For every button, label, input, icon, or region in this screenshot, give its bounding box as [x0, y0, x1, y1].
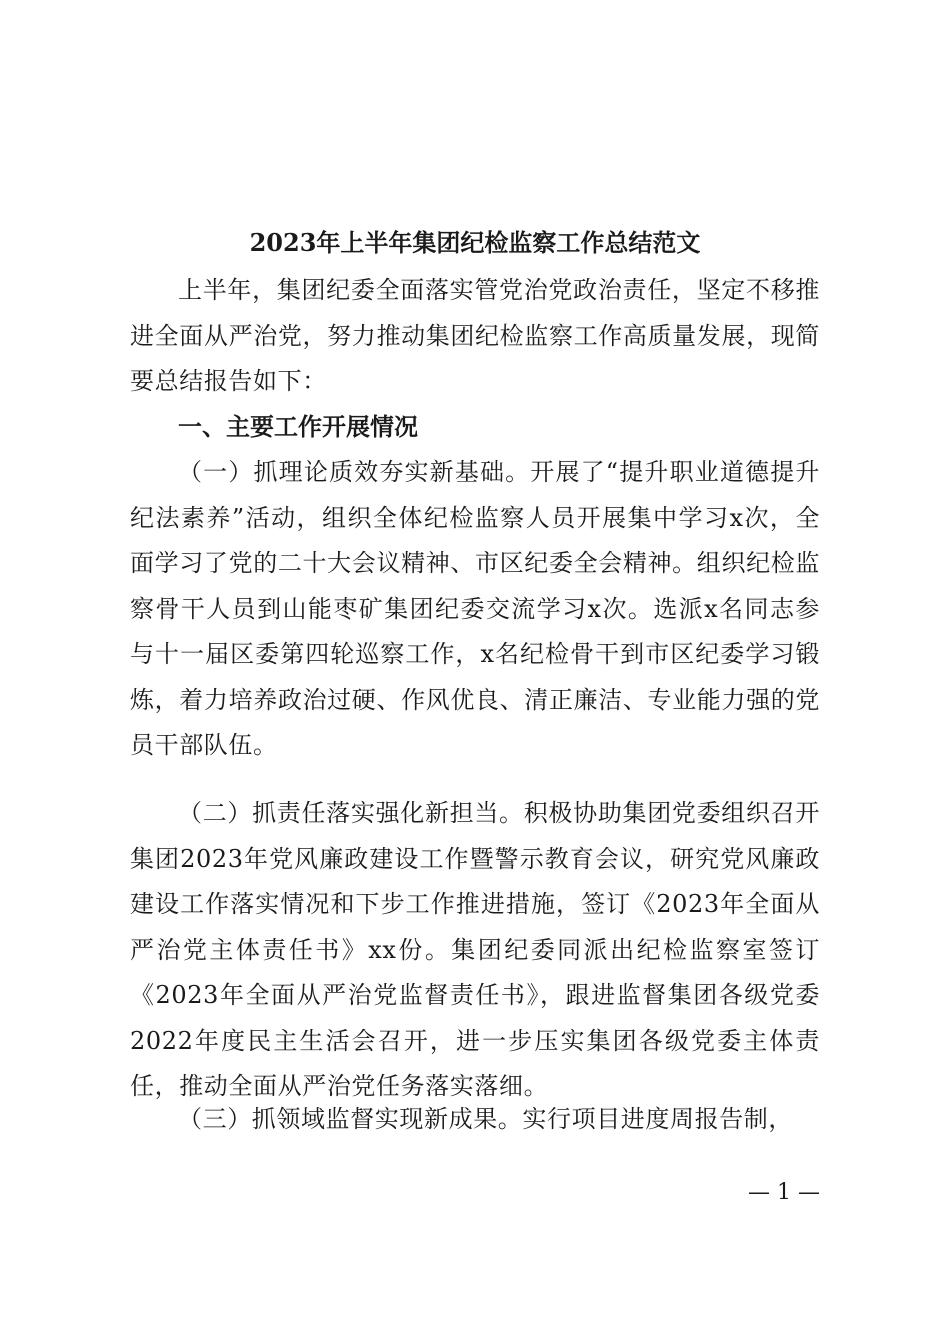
intro-paragraph: 上半年，集团纪委全面落实管党治党政治责任，坚定不移推进全面从严治党，努力推动集团纪检监察工作高质量发展，现简要总结报告如下： [130, 276, 820, 395]
paragraph-2-block [130, 791, 820, 1110]
section-heading: 一、主要工作开展情况 [178, 413, 418, 441]
paragraph-1: （一）抓理论质效夯实新基础。开展了“提升职业道德提升纪法素养”活动，组织全体纪检监察人员开展集中学习x次，全面学习了党的二十大会议精神、市区纪委全会精神。组织纪检监察骨干人员到山能枣矿集团纪委交流学习x次。选派x名同志参与十一届区委第四轮巡察工作，x名纪检骨干到市区纪委学习锻炼，着力培养政治过硬、作风优良、清正廉洁、专业能力强的党员干部队伍。 [130, 458, 820, 759]
paragraph-3-block [130, 1097, 820, 1143]
paragraph-1-block [130, 450, 820, 769]
document-title: 2023年上半年集团纪检监察工作总结范文 [249, 228, 701, 257]
page-number: — 1 — [748, 1180, 820, 1205]
intro-paragraph-block [130, 268, 820, 405]
paragraph-3: （三）抓领域监督实现新成果。实行项目进度周报告制， [178, 1105, 793, 1133]
paragraph-2: （二）抓责任落实强化新担当。积极协助集团党委组织召开集团2023年党风廉政建设工作暨警示教育会议，研究党风廉政建设工作落实情况和下步工作推进措施，签订《2023年全面从严治党主体责任书》xx份。集团纪委同派出纪检监察室签订《2023年全面从严治党监督责任书》，跟进监督集团各级党委2022年度民主生活会召开，进一步压实集团各级党委主体责任，推动全面从严治党任务落实落细。 [130, 799, 820, 1100]
